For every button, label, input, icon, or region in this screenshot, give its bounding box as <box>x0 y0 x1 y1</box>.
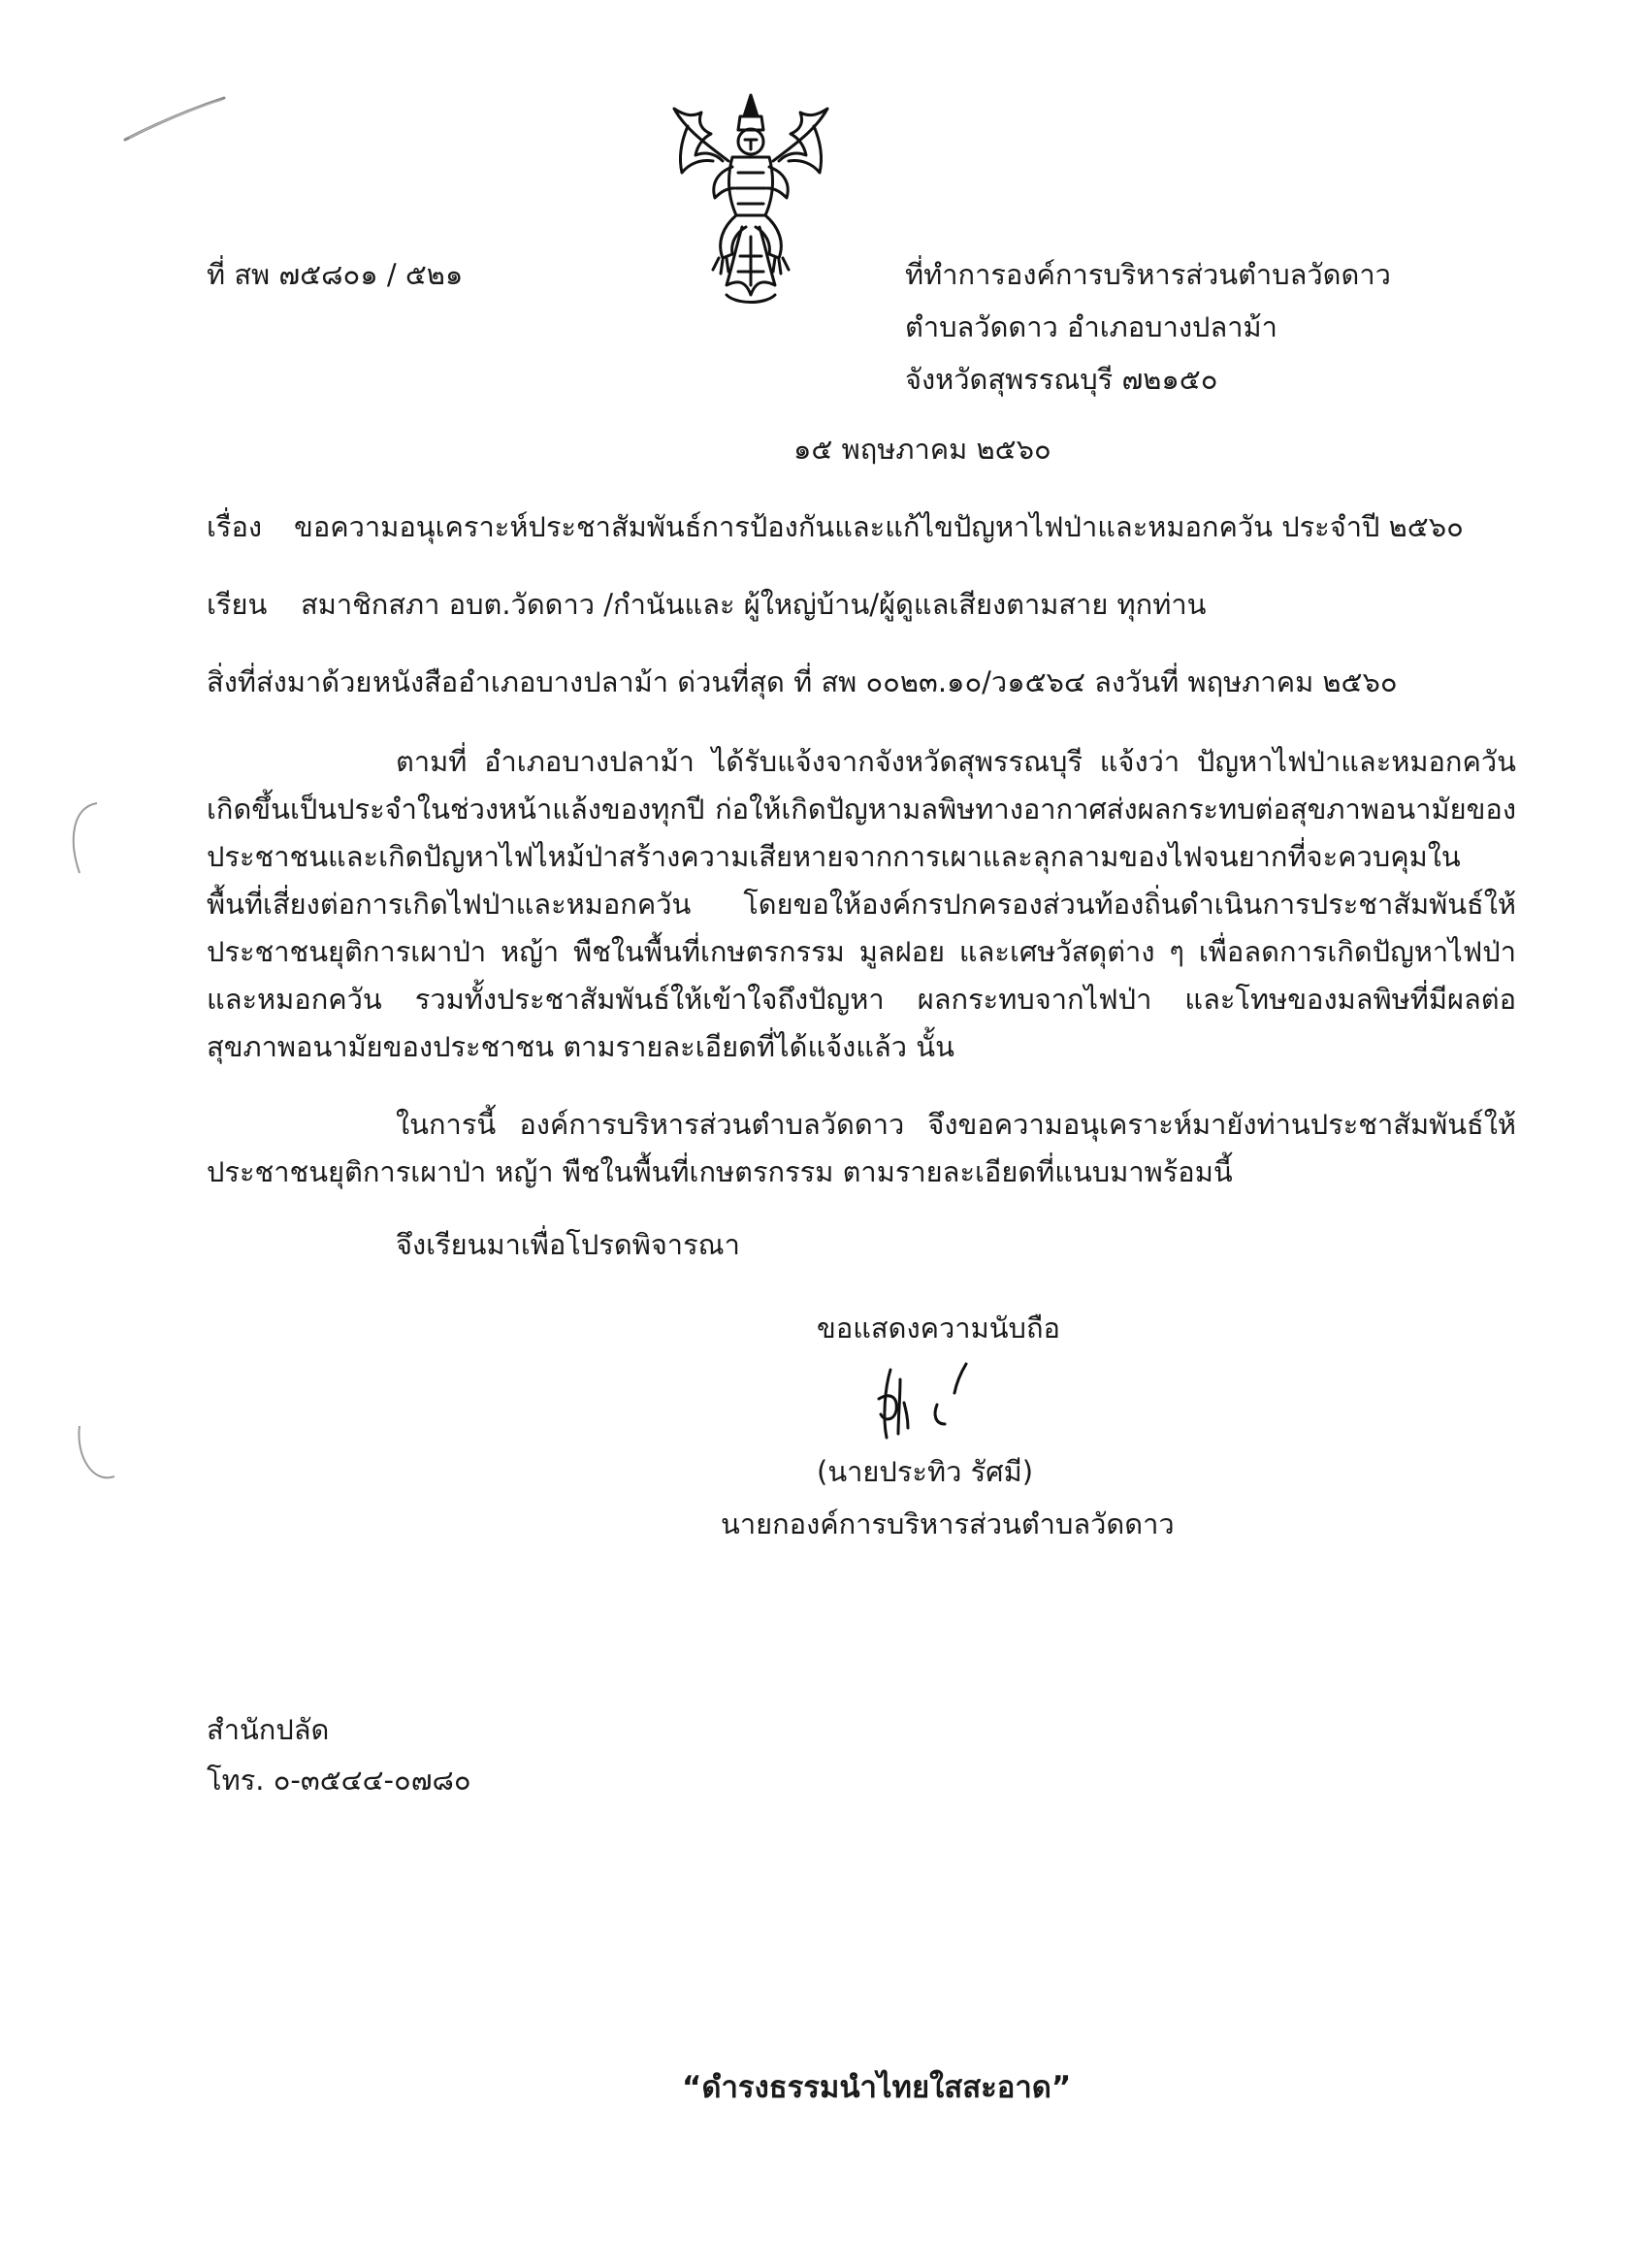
document-number: ที่ สพ ๗๕๘๐๑ / ๕๒๑ <box>207 258 464 291</box>
body-paragraph-1-text: ตามที่ อำเภอบางปลาม้า ได้รับแจ้งจากจังหวัดสุพรรณบุรี แจ้งว่า ปัญหาไฟป่าและหมอกควันเกิดขึ้นเป็นประจำในช่วงหน้าแล้งของทุกปี ก่อให้เกิดปัญหามลพิษทางอากาศส่งผลกระทบต่อสุขภาพอนามัยของประชาชนและเกิดปัญหาไฟไหม้ป่าสร้างความเสียหายจากการเผาและลุกลามของไฟจนยากที่จะควบคุมในพื้นที่เสี่ยงต่อการเกิดไฟป่าและหมอกควัน โดยขอให้องค์กรปกครองส่วนท้องถิ่นดำเนินการประชาสัมพันธ์ให้ประชาชนยุติการเผาป่า หญ้า พืชในพื้นที่เกษตรกรรม มูลฝอย และเศษวัสดุต่าง ๆ เพื่อลดการเกิดปัญหาไฟป่าและหมอกควัน รวมทั้งประชาสัมพันธ์ให้เข้าใจถึงปัญหา ผลกระทบจากไฟป่า และโทษของมลพิษที่มีผลต่อสุขภาพอนามัยของประชาชน ตามรายละเอียดที่ได้แจ้งแล้ว นั้น <box>207 745 1516 1063</box>
office-address-line-1: ที่ทำการองค์การบริหารส่วนตำบลวัดดาว <box>905 258 1391 291</box>
closing-request: จึงเรียนมาเพื่อโปรดพิจารณา <box>396 1228 740 1261</box>
enclosure-text: หนังสืออำเภอบางปลาม้า ด่วนที่สุด ที่ สพ ๐๐๒๓.๑๐/ว๑๕๖๔ ลงวันที่ พฤษภาคม ๒๕๖๐ <box>372 665 1398 698</box>
body-paragraph-1 <box>207 738 1516 1071</box>
body-paragraph-2 <box>207 1101 1516 1196</box>
salutation: ขอแสดงความนับถือ <box>817 1312 1060 1345</box>
body-paragraph-2-text: ในการนี้ องค์การบริหารส่วนตำบลวัดดาว จึงขอความอนุเคราะห์มายังท่านประชาสัมพันธ์ให้ประชาชนยุติการเผาป่า หญ้า พืชในพื้นที่เกษตรกรรม ตามรายละเอียดที่แนบมาพร้อมนี้ <box>207 1108 1516 1188</box>
enclosure-label: สิ่งที่ส่งมาด้วย <box>207 665 372 698</box>
office-address-line-3: จังหวัดสุพรรณบุรี ๗๒๑๕๐ <box>905 363 1218 396</box>
signer-title: นายกองค์การบริหารส่วนตำบลวัดดาว <box>721 1507 1175 1540</box>
document-date: ๑๕ พฤษภาคม ๒๕๖๐ <box>793 433 1051 466</box>
recipient-label: เรียน <box>207 588 268 621</box>
handwritten-signature <box>869 1360 986 1447</box>
punch-hole-mark <box>58 795 126 883</box>
subject-label: เรื่อง <box>207 510 263 543</box>
office-address-line-2: ตำบลวัดดาว อำเภอบางปลาม้า <box>905 310 1277 343</box>
pen-mark <box>121 95 228 144</box>
contact-phone: โทร. ๐-๓๕๔๔-๐๗๘๐ <box>207 1764 471 1797</box>
slogan: “ดำรงธรรมนำไทยใสสะอาด” <box>682 2070 1072 2105</box>
signer-name: (นายประทิว รัศมี) <box>817 1455 1034 1488</box>
garuda-emblem-icon <box>668 91 833 314</box>
recipient-text: สมาชิกสภา อบต.วัดดาว /กำนันและ ผู้ใหญ่บ้าน/ผู้ดูแลเสียงตามสาย ทุกท่าน <box>301 588 1207 621</box>
subject-text: ขอความอนุเคราะห์ประชาสัมพันธ์การป้องกันและแก้ไขปัญหาไฟป่าและหมอกควัน ประจำปี ๒๕๖๐ <box>294 510 1464 543</box>
department: สำนักปลัด <box>207 1713 330 1746</box>
punch-hole-mark <box>58 1416 126 1504</box>
